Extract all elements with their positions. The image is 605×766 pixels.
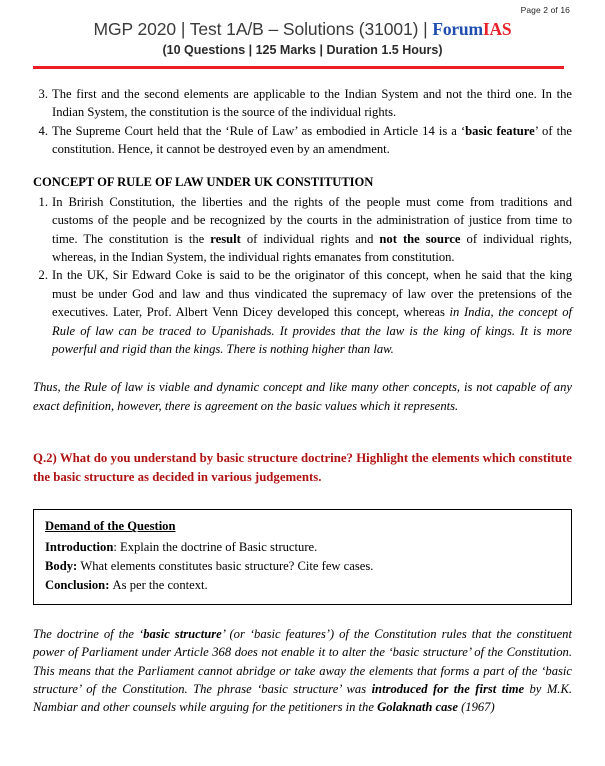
- paragraph-spacer: [33, 358, 572, 378]
- list-uk-constitution: [33, 193, 572, 358]
- list-item-bold-phrase: basic feature: [465, 123, 535, 138]
- list-marker: 1.: [38, 194, 48, 209]
- list-item: [33, 85, 572, 122]
- list-item-text: The first and the second elements are applicable to the Indian System and not the third one. In the Indian System, the constitution is the source of the individual rights.: [52, 87, 572, 120]
- list-marker: 2.: [38, 268, 48, 283]
- closing-text-part: ’ (or ‘basic features’) of the Constitution rules that the constituent power of Parliament under Article 368 does not enable it to alter the ‘basic structure’ of the Constitution. This means that the Parliament cannot abridge or take away the elements that forms a part of the ‘basic structure’ of the Constitution. The phrase ‘basic structure’ was: [33, 626, 572, 697]
- list-item-text-part: ’ of the constitution. Hence, it cannot be destroyed even by an amendment.: [52, 123, 573, 157]
- list-item-text-part: In the UK, Sir Edward Coke is said to be the originator of this concept, when he said that the king must be under God and law and thus vindicated the supremacy of law over the pretensions of the executives. Later, Prof. Albert Venn Dicey developed this concept, whereas: [52, 268, 572, 320]
- list-marker: 3.: [38, 87, 48, 101]
- closing-bold-phrase: introduced for the first time: [371, 682, 525, 697]
- demand-box-title-row: [45, 517, 562, 537]
- header-divider-rule: [33, 66, 564, 69]
- list-item-text-part: In Brirish Constitution, the liberties and the rights of the people must come from traditions and customs of the people and be recognized by the courts in the administration of justice from time to time. The constitution is the: [52, 194, 572, 246]
- document-title: [33, 19, 572, 40]
- document-subtitle: (10 Questions | 125 Marks | Duration 1.5 Hours): [162, 43, 443, 57]
- thus-paragraph: Thus, the Rule of law is viable and dynamic concept and like many other concepts, is not capable of any exact definition, however, there is agreement on the basic values which it represents.: [33, 380, 572, 413]
- list-item-bold-phrase: not the source: [379, 231, 461, 246]
- document-body: [33, 85, 572, 717]
- list-item: [33, 266, 572, 358]
- demand-row-text: What elements constitutes basic structure? Cite few cases.: [80, 558, 374, 573]
- section-heading-rule-of-law-uk: CONCEPT OF RULE OF LAW UNDER UK CONSTITUTION: [33, 174, 374, 189]
- demand-row-text: Explain the doctrine of Basic structure.: [120, 539, 318, 554]
- demand-row-separator: :: [73, 558, 81, 573]
- demand-row-label: Body: [45, 558, 73, 573]
- list-item-text-part: of individual rights, whereas, in the Indian System, the individual rights emanates from constitution.: [52, 231, 572, 264]
- closing-text-part: (1967): [457, 700, 495, 715]
- demand-row-label: Introduction: [45, 539, 114, 554]
- demand-row-separator: :: [113, 539, 121, 554]
- list-item-bold-phrase: result: [210, 231, 241, 246]
- demand-row-introduction: [45, 538, 562, 557]
- question-heading-q2: Q.2) What do you understand by basic structure doctrine? Highlight the elements which constitute the basic structure as decided in various judgements.: [33, 451, 572, 485]
- list-item: [33, 193, 572, 267]
- closing-text-part: The doctrine of the ‘: [33, 626, 144, 641]
- closing-bold-phrase: Golaknath case: [377, 700, 458, 715]
- list-marker: 4.: [38, 123, 48, 138]
- page-indicator: Page 2 of 16: [520, 5, 570, 15]
- closing-bold-phrase: basic structure: [143, 626, 222, 641]
- demand-row-body: [45, 557, 562, 576]
- demand-row-label: Conclusion: [45, 577, 106, 592]
- list-top-continued: [33, 85, 572, 159]
- list-item: [33, 122, 572, 159]
- demand-row-text: As per the context.: [112, 577, 208, 592]
- brand-ias-text: IAS: [482, 19, 512, 39]
- paragraph-spacer: [33, 415, 572, 435]
- document-title-text: MGP 2020 | Test 1A/B – Solutions (31001) |: [93, 19, 433, 39]
- list-item-italic-phrase: in India, the concept of Rule of law can be traced to Upanishads. It provides that the law is the king of kings. It is more powerful and rigid than the kings. There is nothing higher than law.: [52, 305, 572, 356]
- paragraph-spacer: [33, 435, 572, 449]
- demand-of-the-question-box: [33, 509, 572, 605]
- brand-forum-text: Forum: [432, 19, 483, 39]
- closing-text-part: by M.K. Nambiar and other counsels while arguing for the petitioners in the: [33, 682, 573, 715]
- paragraph-spacer: [33, 605, 572, 625]
- demand-row-conclusion: [45, 576, 562, 595]
- list-item-text-part: of individual rights and: [240, 231, 380, 246]
- closing-paragraph: [33, 625, 572, 717]
- list-item-text-part: The Supreme Court held that the ‘Rule of Law’ as embodied in Article 14 is a ‘: [52, 123, 466, 138]
- demand-box-title: Demand of the Question: [45, 519, 176, 534]
- demand-row-separator: :: [105, 577, 113, 592]
